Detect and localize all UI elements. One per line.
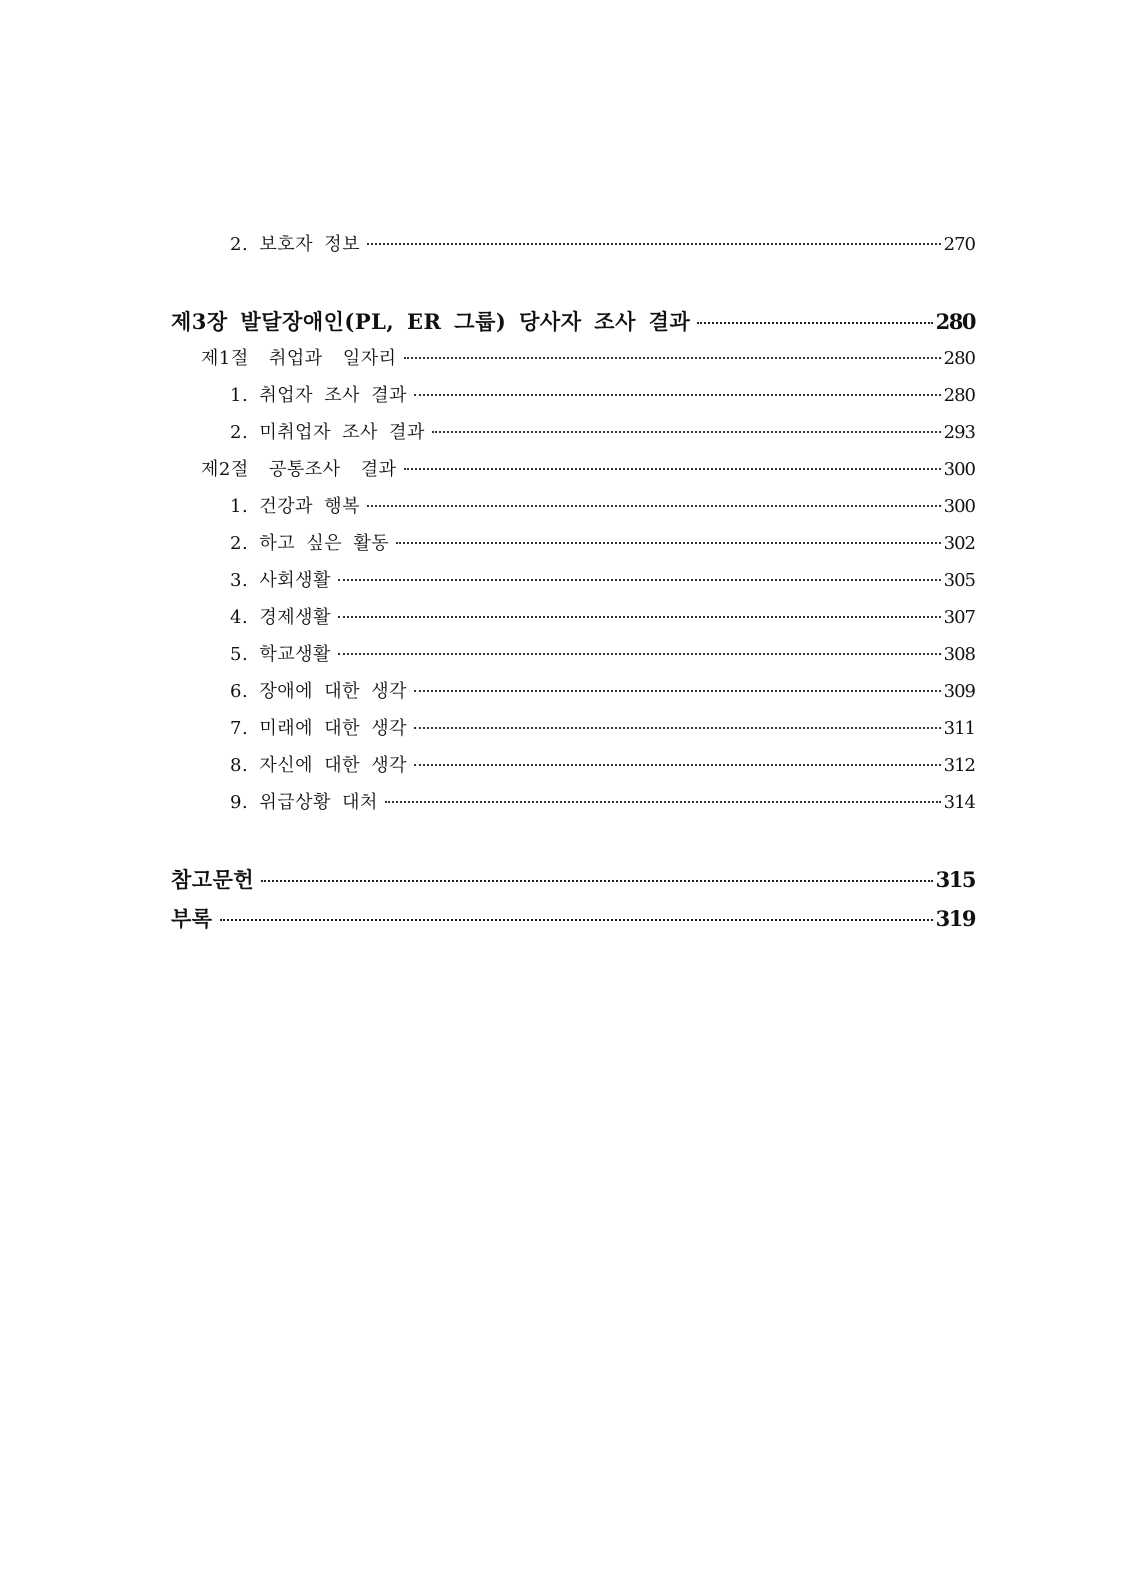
toc-item[interactable]	[230, 640, 975, 666]
toc-section-1[interactable]	[201, 344, 975, 370]
dot-leader	[404, 357, 941, 359]
toc-item-label: 9. 위급상황 대처	[230, 792, 378, 813]
dot-leader	[385, 801, 941, 803]
dot-leader	[697, 322, 932, 324]
toc-item-label: 2. 미취업자 조사 결과	[230, 422, 425, 443]
toc-page-number: 311	[943, 718, 975, 739]
dot-leader	[220, 919, 933, 921]
dot-leader	[261, 880, 933, 882]
toc-item[interactable]	[230, 529, 975, 555]
toc-item[interactable]	[230, 381, 975, 407]
dot-leader	[338, 616, 941, 618]
dot-leader	[414, 727, 941, 729]
toc-page-number: 280	[943, 385, 975, 406]
toc-page-number: 300	[943, 459, 975, 480]
toc-section-label: 제1절 취업과 일자리	[201, 348, 397, 369]
toc-item-label: 5. 학교생활	[230, 644, 331, 665]
toc-page-number: 309	[943, 681, 975, 702]
dot-leader	[404, 468, 941, 470]
dot-leader	[414, 690, 941, 692]
toc-page-number: 300	[943, 496, 975, 517]
toc-item[interactable]	[230, 677, 975, 703]
toc-item[interactable]	[230, 788, 975, 814]
toc-page-number: 293	[943, 422, 975, 443]
toc-page-number: 307	[943, 607, 975, 628]
toc-item-label: 8. 자신에 대한 생각	[230, 755, 408, 776]
toc-page-number: 270	[943, 234, 975, 255]
toc-chapter-label: 제3장 발달장애인(PL, ER 그룹) 당사자 조사 결과	[171, 309, 691, 334]
toc-item-label: 2. 보호자 정보	[230, 234, 361, 255]
toc-item-label: 6. 장애에 대한 생각	[230, 681, 408, 702]
toc-chapter-label: 부록	[171, 906, 213, 931]
toc-page-number: 280	[935, 309, 975, 334]
toc-appendix[interactable]	[171, 903, 975, 933]
toc-item[interactable]	[230, 751, 975, 777]
toc-page-number: 315	[935, 867, 975, 892]
dot-leader	[414, 764, 941, 766]
dot-leader	[338, 653, 941, 655]
toc-item-label: 4. 경제생활	[230, 607, 331, 628]
toc-item-guardian-info[interactable]	[230, 230, 975, 256]
toc-page-number: 308	[943, 644, 975, 665]
dot-leader	[367, 505, 941, 507]
toc-item-label: 3. 사회생활	[230, 570, 331, 591]
toc-chapter-3[interactable]	[171, 306, 975, 336]
dot-leader	[414, 394, 941, 396]
toc-item[interactable]	[230, 566, 975, 592]
toc-item[interactable]	[230, 603, 975, 629]
toc-page-number: 319	[935, 906, 975, 931]
toc-page-number: 302	[943, 533, 975, 554]
toc-item[interactable]	[230, 418, 975, 444]
toc-page-number: 305	[943, 570, 975, 591]
toc-item-label: 7. 미래에 대한 생각	[230, 718, 408, 739]
toc-item-label: 1. 건강과 행복	[230, 496, 361, 517]
toc-page-number: 280	[943, 348, 975, 369]
toc-item[interactable]	[230, 492, 975, 518]
dot-leader	[367, 243, 941, 245]
toc-chapter-label: 참고문헌	[171, 867, 255, 892]
dot-leader	[338, 579, 941, 581]
toc-page-number: 314	[943, 792, 975, 813]
toc-page-number: 312	[943, 755, 975, 776]
dot-leader	[396, 542, 940, 544]
toc-section-label: 제2절 공통조사 결과	[201, 459, 397, 480]
toc-references[interactable]	[171, 864, 975, 894]
toc-item-label: 1. 취업자 조사 결과	[230, 385, 408, 406]
toc-item-label: 2. 하고 싶은 활동	[230, 533, 390, 554]
toc-section-2[interactable]	[201, 455, 975, 481]
dot-leader	[432, 431, 941, 433]
toc-item[interactable]	[230, 714, 975, 740]
